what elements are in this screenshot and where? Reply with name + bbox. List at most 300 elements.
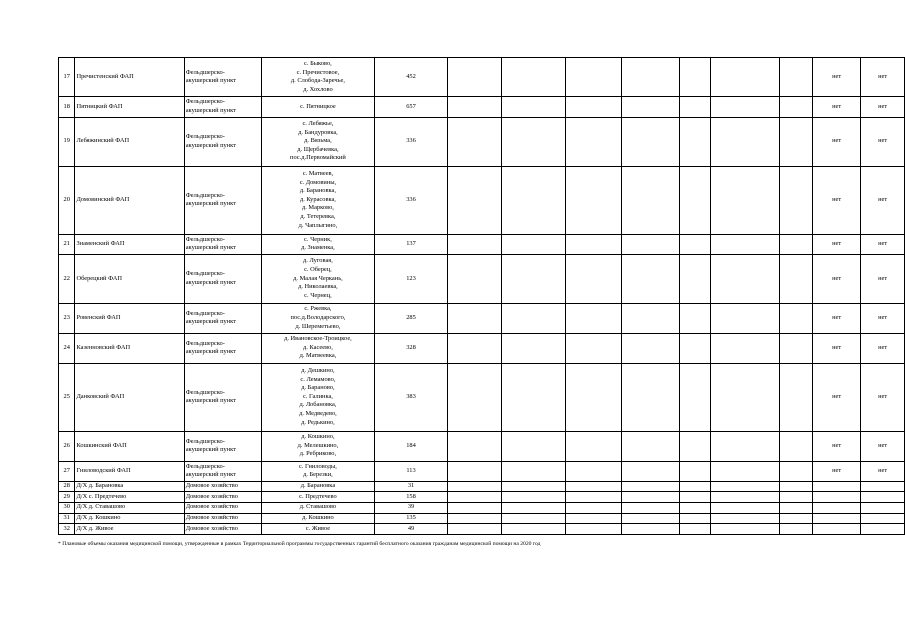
empty-cell — [711, 502, 780, 513]
facility-type-line: акушерский пункт — [185, 244, 236, 252]
served-settlements — [262, 481, 375, 492]
served-settlements — [262, 234, 375, 254]
empty-cell — [621, 303, 679, 333]
availability-cell-1 — [813, 502, 861, 513]
empty-cell — [448, 58, 502, 97]
empty-cell — [679, 431, 711, 461]
facility-type-line: Фельдшерско- — [185, 309, 225, 317]
row-number: 26 — [59, 431, 75, 461]
empty-cell — [780, 166, 813, 234]
availability-cell-1 — [813, 524, 861, 535]
population-cell: 657 — [374, 97, 447, 117]
served-settlements — [262, 97, 375, 117]
facility-type — [184, 524, 261, 535]
settlement-line: с. Гниловоды, — [299, 462, 337, 470]
facility-name: Пятницкий ФАП — [75, 97, 184, 117]
empty-cell — [621, 481, 679, 492]
settlement-line: с. Оберец, — [304, 266, 332, 274]
empty-cell — [679, 234, 711, 254]
population-cell: 123 — [374, 254, 447, 303]
settlement-line: д. Малая Черкань, — [293, 274, 343, 282]
served-settlements — [262, 461, 375, 481]
empty-cell — [565, 97, 621, 117]
row-number: 19 — [59, 117, 75, 166]
empty-cell — [621, 58, 679, 97]
population-cell: 328 — [374, 333, 447, 363]
served-settlements — [262, 524, 375, 535]
empty-cell — [448, 492, 502, 503]
row-number: 29 — [59, 492, 75, 503]
empty-cell — [780, 363, 813, 431]
served-settlements — [262, 166, 375, 234]
table-row — [59, 524, 905, 535]
settlement-line: д. Хохлово — [303, 85, 333, 93]
row-number: 20 — [59, 166, 75, 234]
availability-cell-2 — [861, 492, 905, 503]
table-row — [59, 481, 905, 492]
empty-cell — [448, 524, 502, 535]
settlement-line: с. Лебяжье, — [302, 120, 334, 128]
availability-cell-2: нет — [861, 333, 905, 363]
empty-cell — [502, 502, 565, 513]
empty-cell — [448, 333, 502, 363]
settlement-line: д. Барановка, — [299, 187, 336, 195]
empty-cell — [621, 333, 679, 363]
settlement-line: д. Медведево, — [299, 410, 337, 418]
empty-cell — [448, 461, 502, 481]
facility-type — [184, 481, 261, 492]
population-cell: 383 — [374, 363, 447, 431]
empty-cell — [502, 492, 565, 503]
empty-cell — [502, 333, 565, 363]
settlement-line: д. Тетеревка, — [300, 213, 336, 221]
availability-cell-2: нет — [861, 254, 905, 303]
settlement-line: с. Домовины, — [299, 178, 337, 186]
settlement-line: д. Кошкино — [302, 514, 334, 521]
row-number: 32 — [59, 524, 75, 535]
empty-cell — [565, 481, 621, 492]
availability-cell-1: нет — [813, 303, 861, 333]
settlement-line: д. Чаплыгино, — [298, 221, 338, 229]
settlement-line: д. Березки, — [303, 471, 333, 479]
settlement-line: с. Пречистовое, — [296, 68, 340, 76]
facility-type-line: акушерский пункт — [185, 278, 236, 286]
served-settlements — [262, 58, 375, 97]
empty-cell — [621, 524, 679, 535]
availability-cell-2 — [861, 524, 905, 535]
facility-name: Знаменский ФАП — [75, 234, 184, 254]
facility-type-line: Домовое хозяйство — [185, 492, 238, 500]
facility-type-line: Фельдшерско- — [185, 132, 225, 140]
empty-cell — [502, 461, 565, 481]
settlement-line: с. Лемамово, — [300, 375, 336, 383]
availability-cell-1: нет — [813, 254, 861, 303]
availability-cell-1 — [813, 481, 861, 492]
empty-cell — [621, 492, 679, 503]
availability-cell-1: нет — [813, 333, 861, 363]
table-row — [59, 461, 905, 481]
facility-name: Домовинский ФАП — [75, 166, 184, 234]
table-body — [59, 58, 905, 535]
settlement-line: пос.д.Первомайский — [290, 154, 346, 162]
settlement-line: д. Бандуровка, — [298, 128, 338, 136]
table-row — [59, 492, 905, 503]
empty-cell — [621, 502, 679, 513]
facility-type-line: Фельдшерско- — [185, 388, 225, 396]
empty-cell — [780, 117, 813, 166]
empty-cell — [621, 513, 679, 524]
table-row — [59, 513, 905, 524]
population-cell: 135 — [374, 513, 447, 524]
settlement-line: д. Курасовка, — [299, 195, 336, 203]
empty-cell — [679, 117, 711, 166]
served-settlements — [262, 117, 375, 166]
empty-cell — [679, 363, 711, 431]
empty-cell — [502, 431, 565, 461]
empty-cell — [711, 431, 780, 461]
facility-name: Лебяжинский ФАП — [75, 117, 184, 166]
availability-cell-2: нет — [861, 363, 905, 431]
settlement-line: д. Николаевка, — [298, 283, 338, 291]
empty-cell — [502, 363, 565, 431]
empty-cell — [711, 234, 780, 254]
table-row — [59, 166, 905, 234]
facility-type-line: акушерский пункт — [185, 397, 236, 405]
empty-cell — [679, 524, 711, 535]
empty-cell — [502, 513, 565, 524]
settlement-line: д. Барановка — [300, 482, 336, 490]
empty-cell — [621, 254, 679, 303]
settlement-line: д. Вязьма, — [304, 137, 332, 145]
facility-name: Пречистенский ФАП — [75, 58, 184, 97]
availability-cell-1: нет — [813, 166, 861, 234]
row-number: 27 — [59, 461, 75, 481]
empty-cell — [679, 461, 711, 481]
empty-cell — [565, 513, 621, 524]
empty-cell — [502, 97, 565, 117]
empty-cell — [711, 363, 780, 431]
availability-cell-1: нет — [813, 117, 861, 166]
population-cell: 452 — [374, 58, 447, 97]
facility-name: Д/Х д. Ставашово — [75, 502, 184, 513]
served-settlements — [262, 513, 375, 524]
facility-name: Данковский ФАП — [75, 363, 184, 431]
empty-cell — [448, 363, 502, 431]
empty-cell — [711, 166, 780, 234]
empty-cell — [679, 333, 711, 363]
empty-cell — [565, 502, 621, 513]
empty-cell — [565, 461, 621, 481]
availability-cell-1 — [813, 513, 861, 524]
empty-cell — [565, 117, 621, 166]
empty-cell — [780, 333, 813, 363]
settlement-line: с. Пятницкое — [300, 102, 336, 110]
empty-cell — [502, 481, 565, 492]
empty-cell — [711, 254, 780, 303]
facility-type — [184, 363, 261, 431]
settlement-line: с. Живое — [305, 524, 331, 532]
row-number: 17 — [59, 58, 75, 97]
settlement-line: д. Ребриково, — [299, 450, 337, 458]
empty-cell — [679, 97, 711, 117]
facility-type-line: Домовое хозяйство — [185, 524, 238, 532]
empty-cell — [502, 58, 565, 97]
facility-name: Д/Х д. Кошкино — [75, 513, 184, 524]
population-cell: 336 — [374, 117, 447, 166]
row-number: 24 — [59, 333, 75, 363]
table-row — [59, 97, 905, 117]
table-row — [59, 431, 905, 461]
population-cell: 184 — [374, 431, 447, 461]
availability-cell-1: нет — [813, 363, 861, 431]
empty-cell — [565, 363, 621, 431]
served-settlements — [262, 431, 375, 461]
facility-type — [184, 513, 261, 524]
availability-cell-2: нет — [861, 166, 905, 234]
empty-cell — [448, 502, 502, 513]
population-cell: 39 — [374, 502, 447, 513]
settlement-line: д. Щербачевка, — [297, 145, 339, 153]
population-cell: 113 — [374, 461, 447, 481]
served-settlements — [262, 363, 375, 431]
row-number: 31 — [59, 513, 75, 524]
served-settlements — [262, 492, 375, 503]
facility-type — [184, 58, 261, 97]
empty-cell — [565, 333, 621, 363]
facility-type-line: акушерский пункт — [185, 200, 236, 208]
facility-type — [184, 492, 261, 503]
empty-cell — [448, 234, 502, 254]
facility-type-line: Фельдшерско- — [185, 339, 225, 347]
availability-cell-2: нет — [861, 234, 905, 254]
empty-cell — [780, 97, 813, 117]
empty-cell — [711, 58, 780, 97]
settlement-line: д. Матвеевка, — [299, 352, 337, 360]
empty-cell — [711, 333, 780, 363]
empty-cell — [621, 166, 679, 234]
table-row — [59, 303, 905, 333]
empty-cell — [711, 303, 780, 333]
settlement-line: д. Касеево, — [303, 343, 333, 351]
empty-cell — [780, 303, 813, 333]
row-number: 22 — [59, 254, 75, 303]
availability-cell-1: нет — [813, 461, 861, 481]
served-settlements — [262, 254, 375, 303]
empty-cell — [780, 431, 813, 461]
empty-cell — [565, 254, 621, 303]
empty-cell — [780, 502, 813, 513]
facility-type — [184, 333, 261, 363]
facility-name: Ровенский ФАП — [75, 303, 184, 333]
settlement-line: д. Лобановка, — [299, 401, 337, 409]
table-row — [59, 363, 905, 431]
availability-cell-2 — [861, 502, 905, 513]
settlement-line: д. Дешкино, — [301, 367, 335, 375]
empty-cell — [448, 303, 502, 333]
facility-type-line: Фельдшерско- — [185, 437, 225, 445]
table-row — [59, 502, 905, 513]
settlement-line: с. Матвеев, — [302, 170, 334, 178]
facility-name: Кошкинский ФАП — [75, 431, 184, 461]
facility-type-line: Фельдшерско- — [185, 98, 225, 106]
empty-cell — [621, 461, 679, 481]
facility-type — [184, 254, 261, 303]
empty-cell — [780, 481, 813, 492]
empty-cell — [679, 166, 711, 234]
settlement-line: пос.д.Володарского, — [290, 314, 346, 322]
population-cell: 49 — [374, 524, 447, 535]
empty-cell — [711, 524, 780, 535]
empty-cell — [679, 502, 711, 513]
settlement-line: д. Ставашово — [299, 503, 337, 511]
row-number: 18 — [59, 97, 75, 117]
empty-cell — [448, 97, 502, 117]
empty-cell — [780, 58, 813, 97]
table-row — [59, 117, 905, 166]
empty-cell — [621, 234, 679, 254]
settlement-line: д. Кошкино, — [301, 433, 335, 441]
population-cell: 137 — [374, 234, 447, 254]
facility-type-line: акушерский пункт — [185, 446, 236, 454]
facility-name: Д/Х д. Барановка — [75, 481, 184, 492]
empty-cell — [502, 524, 565, 535]
empty-cell — [780, 461, 813, 481]
population-cell: 336 — [374, 166, 447, 234]
empty-cell — [679, 513, 711, 524]
empty-cell — [565, 492, 621, 503]
empty-cell — [448, 117, 502, 166]
table-row — [59, 254, 905, 303]
empty-cell — [565, 58, 621, 97]
facility-type — [184, 117, 261, 166]
facility-type-line: Фельдшерско- — [185, 191, 225, 199]
empty-cell — [780, 524, 813, 535]
table-row — [59, 58, 905, 97]
empty-cell — [780, 513, 813, 524]
row-number: 23 — [59, 303, 75, 333]
settlement-line: с. Быково, — [304, 60, 332, 67]
availability-cell-1: нет — [813, 58, 861, 97]
empty-cell — [711, 481, 780, 492]
facility-type — [184, 461, 261, 481]
empty-cell — [711, 117, 780, 166]
empty-cell — [679, 58, 711, 97]
empty-cell — [565, 166, 621, 234]
settlement-line: д. Ивановское-Троицкое, — [284, 335, 352, 343]
empty-cell — [780, 492, 813, 503]
availability-cell-1: нет — [813, 431, 861, 461]
empty-cell — [679, 303, 711, 333]
availability-cell-1: нет — [813, 234, 861, 254]
settlement-line: с. Черник, — [304, 235, 332, 243]
settlement-line: д. Мелешкино, — [297, 441, 339, 449]
served-settlements — [262, 502, 375, 513]
footnote: * Плановые объемы оказания медицинской помощи, утвержденные в рамках Территориальной программы государственных гарантий бесплатного оказания гражданам медицинской помощи на 2020 год — [58, 541, 541, 547]
facility-type-line: акушерский пункт — [185, 348, 236, 356]
facility-type-line: Фельдшерско- — [185, 235, 225, 243]
empty-cell — [780, 254, 813, 303]
settlement-line: с. Предтечево — [299, 492, 337, 500]
facility-type — [184, 166, 261, 234]
empty-cell — [711, 97, 780, 117]
empty-cell — [711, 513, 780, 524]
served-settlements — [262, 333, 375, 363]
empty-cell — [621, 117, 679, 166]
facility-type — [184, 97, 261, 117]
served-settlements — [262, 303, 375, 333]
table-row — [59, 234, 905, 254]
availability-cell-1: нет — [813, 97, 861, 117]
empty-cell — [565, 524, 621, 535]
facility-type — [184, 431, 261, 461]
facility-name: Гниловодский ФАП — [75, 461, 184, 481]
settlement-line: с. Ржевка, — [304, 305, 332, 313]
availability-cell-2: нет — [861, 303, 905, 333]
empty-cell — [679, 254, 711, 303]
settlement-line: д. Луговая, — [303, 257, 333, 265]
empty-cell — [448, 254, 502, 303]
facility-name: Д/Х с. Предтечево — [75, 492, 184, 503]
facility-type-line: Домовое хозяйство — [185, 482, 238, 490]
empty-cell — [679, 481, 711, 492]
empty-cell — [448, 431, 502, 461]
settlement-line: д. Шереметьево, — [295, 322, 341, 330]
availability-cell-2: нет — [861, 97, 905, 117]
row-number: 25 — [59, 363, 75, 431]
facilities-table — [58, 57, 905, 535]
facility-type — [184, 234, 261, 254]
availability-cell-2 — [861, 481, 905, 492]
table-row — [59, 333, 905, 363]
settlement-line: д. Слобода-Заречье, — [290, 77, 345, 85]
facility-type-line: Фельдшерско- — [185, 270, 225, 278]
population-cell: 285 — [374, 303, 447, 333]
settlement-line: д. Редькино, — [301, 418, 335, 426]
row-number: 30 — [59, 502, 75, 513]
empty-cell — [502, 117, 565, 166]
empty-cell — [502, 254, 565, 303]
settlement-line: д. Знаменка, — [301, 244, 335, 252]
settlement-line: д. Бараново, — [301, 384, 335, 392]
facility-type — [184, 502, 261, 513]
empty-cell — [565, 234, 621, 254]
availability-cell-1 — [813, 492, 861, 503]
empty-cell — [502, 166, 565, 234]
facility-type — [184, 303, 261, 333]
facility-type-line: Домовое хозяйство — [185, 503, 238, 511]
facility-type-line: Фельдшерско- — [185, 462, 225, 470]
facility-type-line: акушерский пункт — [185, 141, 236, 149]
empty-cell — [711, 492, 780, 503]
empty-cell — [711, 461, 780, 481]
population-cell: 31 — [374, 481, 447, 492]
facility-type-line: акушерский пункт — [185, 77, 236, 85]
facility-type-line: акушерский пункт — [185, 471, 236, 479]
facility-type-line: акушерский пункт — [185, 318, 236, 326]
empty-cell — [448, 481, 502, 492]
availability-cell-2: нет — [861, 461, 905, 481]
row-number: 21 — [59, 234, 75, 254]
empty-cell — [448, 513, 502, 524]
facility-name: Оберецкий ФАП — [75, 254, 184, 303]
facility-name: Д/Х д. Живое — [75, 524, 184, 535]
empty-cell — [565, 303, 621, 333]
empty-cell — [679, 492, 711, 503]
empty-cell — [448, 166, 502, 234]
empty-cell — [502, 303, 565, 333]
empty-cell — [621, 97, 679, 117]
settlement-line: д. Марково, — [301, 204, 334, 212]
